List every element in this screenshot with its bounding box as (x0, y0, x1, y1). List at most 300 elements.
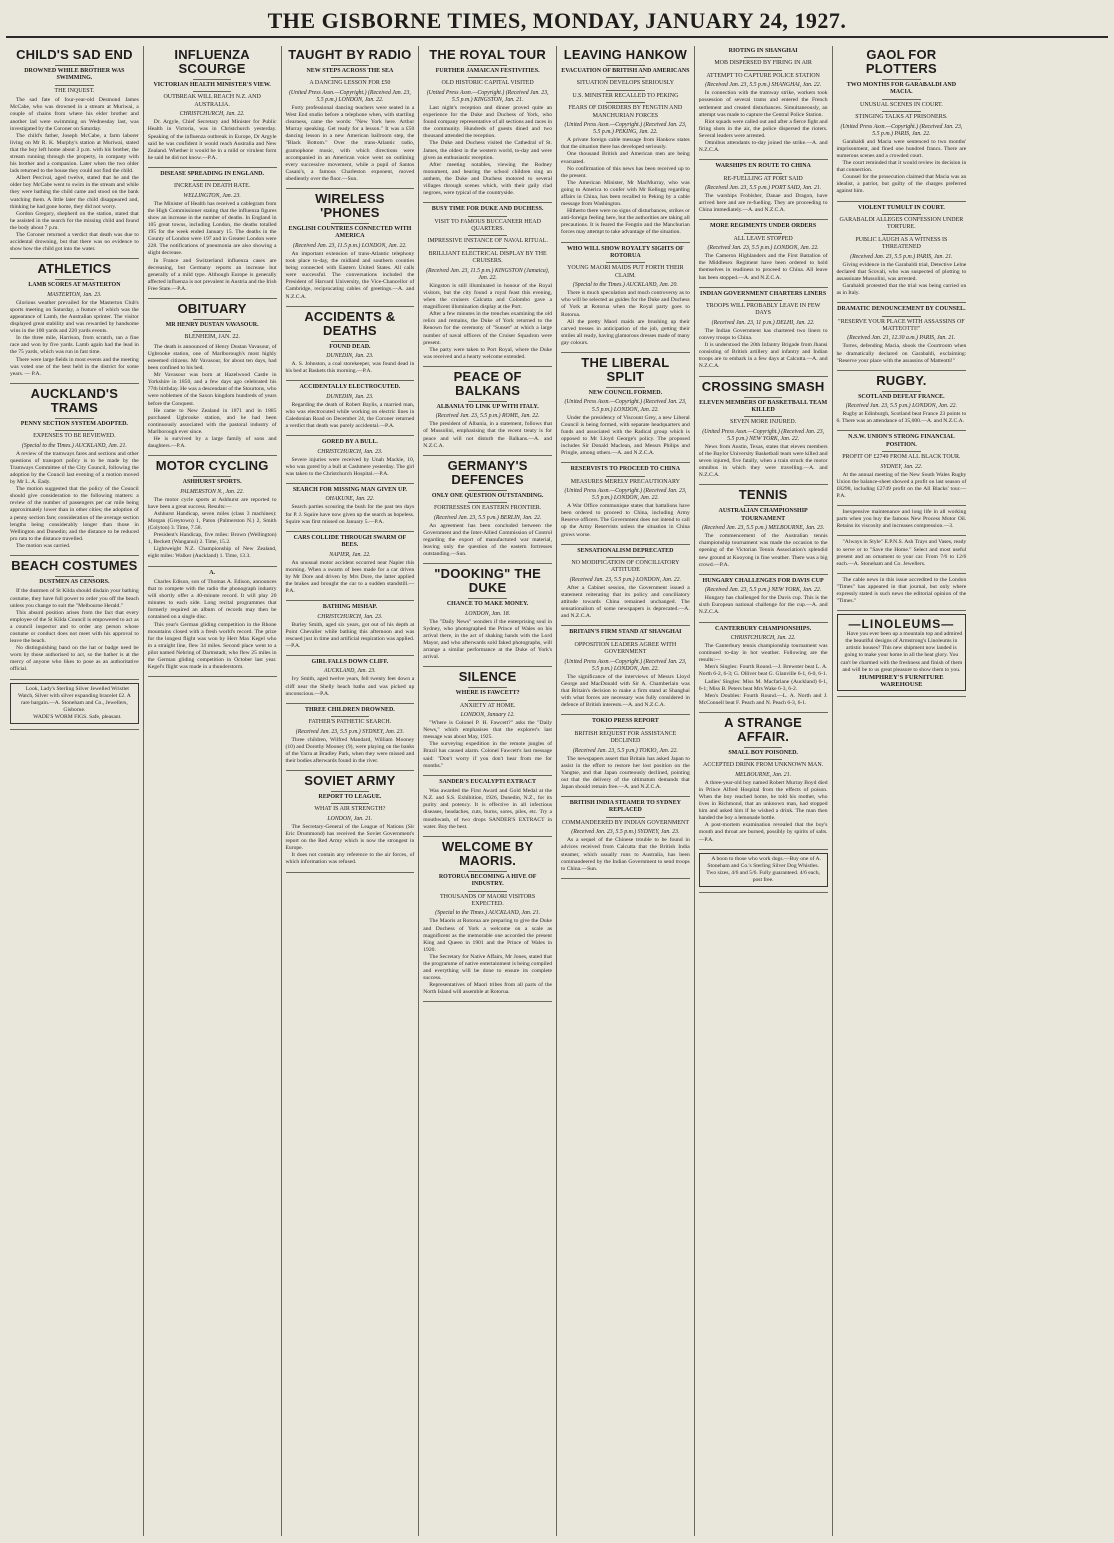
subhead: BATHING MISHAP. (322, 604, 378, 611)
paragraph: The newspapers assert that Britain has asked Japan to assist in the effort to restore her lost position on the Yangtse, and that Japan courteously declined, pointing out that the delivery of the ultimatum demands that Japan should remain free.—A. and N.Z.C.A. (561, 755, 690, 790)
paragraph: The American Minister, Mr MacMurray, who was going to America to confer with Mr Kellogg regarding affairs in China, has been recalled to Peking by a cable message from Washington. (561, 179, 690, 208)
rule (468, 248, 507, 249)
subhead: N.S.W. UNION'S STRONG FINANCIAL POSITION. (848, 434, 955, 448)
article-divider (423, 775, 552, 776)
subhead: CARS COLLIDE THROUGH SWARM OF BEES. (293, 534, 407, 549)
paragraph: A review of the tramways fares and sections and other questions of transport policy is to be made by the Tramways Committee of the City Council, following the adoption by the Council last evening of a motion moved by Mr L. A. Eady. (10, 450, 139, 486)
subhead: DROWNED WHILE BROTHER WAS SWIMMING. (24, 68, 125, 82)
paragraph: Hitherto there were no signs of disturbances, strikes or anti-foreign feeling here, but the authorities are taking all precautions. It is feared the Fengtin and the Manchurian forces may attempt to take advantage of the situation. (561, 208, 690, 236)
dateline: WELLINGTON, Jan. 23. (183, 192, 241, 199)
rule (468, 216, 507, 217)
paragraph: The Canterbury tennis championship tournament was continued to-day in hot weather. Following are the results:— (698, 643, 828, 664)
paragraph: The Minister of Health has received a cablegram from the High Commissioner stating that the influenza figures show an increase in the number of deaths. In England in 105 great towns, including London, the deaths totalled 195 for the week ended January 15. The deaths in the County of London were 197 and in Greater London were 228. The notifications of pneumonia are also showing a slight decrease. (147, 200, 277, 257)
article-divider (837, 201, 967, 202)
subhead: PROFIT OF £2749 FROM ALL BLACK TOUR. (842, 454, 961, 461)
subhead: RESERVISTS TO PROCEED TO CHINA (570, 466, 681, 473)
article-divider (10, 679, 139, 680)
rule (55, 430, 94, 431)
article-divider (699, 376, 828, 377)
rule (606, 102, 645, 103)
paragraph: Was awarded the First Award and Gold Medal at the N.Z. and S.S. Exhibition, 1926, Dunedin, N.Z., for its purity and potency. It is effective in all infectious diseases, headaches, cuts, burns, sores, piles, etc. Try a mouthwash, of two drops SANDER'S EXTRACT in water. Buy the best. (423, 788, 552, 830)
paragraph: The Maoris at Rotorua are preparing to give the Duke and Duchess of York a welcome on a scale as magnificent as the memorable one accorded the present King and Queen in 1901 and the Prince of Wales in 1920. (423, 918, 552, 953)
article (837, 434, 967, 500)
paragraph: Men's Doubles: Fourth Round.—L. A. North and J. McConnell beat F. Peach and N. Peach 6-3, 6-1. (698, 692, 828, 706)
paragraph: This absurd position arises from the fact that every employee of the St Kilda Council is empowered to act as a council inspector and to order any person whose costume or conduct does not meet with his approval to leave the beach. (10, 609, 139, 645)
subhead: REPORT TO LEAGUE. (318, 794, 382, 801)
dateline: LONDON, January 12. (460, 712, 515, 718)
article-divider (561, 352, 690, 353)
headline: WELCOME BY MAORIS. (441, 838, 534, 868)
article-divider (286, 655, 415, 656)
paragraph: Omnibus attendants to-day joined the strike.—A. and N.Z.C.A. (698, 139, 828, 154)
article (837, 374, 967, 426)
paragraph: Burley Smith, aged six years, got out of his depth at Point Chevalier while bathing this afternoon and was rescued just in time and artificial respiration was applied.—P.A. (285, 621, 415, 649)
paragraph: Ladies' Singles: Miss M. Macfarlane (Auckland) 6-1, 6-1; Miss B. Peters beat Mrs Wake 6-3, 6-2. (698, 678, 828, 692)
headline: THE LIBERAL SPLIT (581, 355, 670, 384)
rule (744, 505, 783, 506)
headline: TENNIS (738, 487, 788, 503)
rule (606, 262, 645, 263)
rule (606, 817, 645, 818)
subhead: WHAT IS AIR STRENGTH? (314, 806, 386, 813)
paragraph: Giving evidence in the Garabaldi trial, Detective Lelne declared that Scovali, who was suspected of plotting to assassinate Mussolini, was arrested. (836, 261, 967, 282)
column-6 (695, 46, 833, 1536)
subhead: NEW COUNCIL FORMED. (588, 390, 663, 396)
article-divider (423, 836, 552, 837)
headline: ACCIDENTS & DEATHS (304, 308, 396, 338)
paragraph: A post-mortem examination revealed that the boy's mouth and throat are burned, possibly by spirits of salts.—P.A. (698, 822, 828, 843)
rule (55, 85, 94, 86)
paragraph: In the three mile, Harrison, from scratch, ran a fine race and won by five yards. Lamb again had the lead in the 75 yards, which was run in fast time. (10, 335, 139, 356)
subhead: TROOPS WILL PROBABLY LEAVE IN FEW DAYS (706, 303, 821, 317)
article (837, 48, 967, 196)
paragraph: He is survived by a large family of sons and daughters.—P.A. (147, 436, 277, 450)
rule (744, 759, 783, 760)
paragraph: Forty professional dancing teachers were seated in a West End studio before a telephone when, with startling clearness, came the words: "New York here. Arthur Murray speaking. Get ready for a lesson." It was a £50 dancing lesson in a new American ballroom step, the "Black Bottom." Over the trans-Atlantic radio, gramophone music, with which directions were accompanied in an American voice went on outlining every successive movement, while a pupil of Santos Casani's, a famous Charleston exponent, moved obediently over the floor.—Sun. (285, 105, 415, 182)
rule (468, 65, 507, 66)
paragraph: The president of Albania, in a statement, follows that of Mussolini, emphasising that the recent treaty is for peace and will not disturb the Balkans.—A. and N.Z.C.A. (423, 421, 552, 449)
article-divider (286, 188, 415, 189)
article (561, 48, 690, 237)
article (699, 163, 828, 214)
subhead: MEASURES MERELY PRECAUTIONARY (570, 478, 680, 485)
rule (193, 180, 232, 181)
subhead: WARSHIPS EN ROUTE TO CHINA (715, 163, 811, 170)
columns (6, 46, 1108, 1536)
subhead: FEARS OF DISORDERS BY FENGTIN AND MANCHURIAN FORCES (568, 105, 683, 119)
subhead: U.S. MINISTER RECALLED TO PEKING (572, 92, 679, 99)
paragraph: The Coroner returned a verdict that death was due to accidental drowning, but that there was no evidence to show how the child got into the water. (10, 232, 139, 253)
paragraph: As a sequel of the Chinese trouble to be found in advices received from Calcutta that the British India steamer, which usually runs to Australia, has been commandeered by the Indian Government to send troops to China.—Sun. (561, 837, 690, 872)
article-divider (423, 202, 552, 203)
dateline: (Received Jan. 23, 5.5 p.m.) SYDNEY, Jan. 23. (295, 728, 404, 735)
rule (744, 416, 783, 417)
article-divider (148, 167, 277, 168)
dateline: LONDON, Jan. 18. (465, 610, 511, 617)
article (10, 559, 139, 674)
paragraph: Dr. Argyle, Chief Secretary and Minister for Public Health in Victoria, was in Christchurch yesterday. Speaking of the influenza outbreak in Europe, Dr Argyle said he was confident it would reach Australia and New Zealand. Whether it would be in a mild or virulent form he said he did not know.—P.A. (147, 119, 277, 161)
column-2 (144, 46, 282, 1536)
article-divider (699, 219, 828, 220)
headline: MOTOR CYCLING (155, 458, 269, 474)
rule (882, 99, 921, 100)
paragraph: A. S. Johnston, a coal storekeeper, was found dead in his bed at Baskets this morning.—P.A. (285, 361, 415, 375)
rule (55, 576, 94, 577)
subhead: BUSY TIME FOR DUKE AND DUCHESS. (431, 206, 544, 213)
subhead: INDIAN GOVERNMENT CHARTERS LINERS (700, 290, 827, 297)
paragraph: After a Cabinet session, the Government issued a statement reiterating that its policy and conciliatory attitude towards China remained unchanged. The sensationalism of some newspapers is deprecated.—A. and N.Z.C.A. (561, 584, 690, 620)
dateline: (Special to the Times.) AUCKLAND, Jan. 20. (572, 282, 678, 289)
dateline: (United Press Assn.—Copyright.) (Received Jan. 23, 5.5 p.m.) PEKING, Jan. 22. (564, 122, 687, 136)
article-divider (286, 380, 415, 381)
paragraph: Ashhurst Handicap, seven miles (class 3 machines): Morgan (Greytown) 1, Paton (Palmerston N.) 2, Smith (Colyton) 3. Time, 7.58. (147, 510, 277, 532)
subhead: "RESERVE YOUR PLACE WITH ASSASSINS OF MATTEOTTI!" (838, 318, 965, 332)
paragraph: The Cameron Highlanders and the First Battalion of the Middlesex Regiment have been ordered to hold themselves in readiness to proceed to China. All leave has been stopped.—A. and N.Z.C.A. (698, 253, 828, 281)
headline: OBITUARY (177, 301, 247, 316)
rule (331, 223, 370, 224)
article (286, 48, 415, 183)
subhead: PENNY SECTION SYSTEM ADOPTED. (20, 420, 128, 427)
headline: TAUGHT BY RADIO (288, 47, 412, 62)
subhead: A. (209, 569, 216, 576)
subhead: RIOTING IN SHANGHAI (728, 48, 798, 54)
article (561, 800, 690, 873)
headline: SILENCE (458, 669, 517, 685)
article (423, 670, 552, 770)
headline: CHILD'S SAD END (16, 47, 133, 62)
dateline: (United Press Assn.—Copyright.) (Received Jan. 23, 5.5 p.m.) LONDON, Jan. 22. (564, 658, 687, 672)
paragraph: President's Handicap, five miles: Brown (Wellington) 1, Beckett (Wanganui) 2. Time, 15.2. (147, 532, 277, 546)
article-divider (286, 703, 415, 704)
article (699, 578, 828, 617)
rule (468, 687, 507, 688)
dateline: OHAKUNE, Jan. 22. (325, 496, 375, 503)
subhead: NEW STEPS ACROSS THE SEA (306, 68, 394, 74)
subhead: ELEVEN MEMBERS OF BASKETBALL TEAM KILLED (699, 399, 828, 413)
paragraph: Three children, Wilfred Mandard, William Mooney (10) and Dorothy Mooney (9), were playing on the banks of the Yarra at Bradley Park, when they were missed and their bodies afterwards found in the river. (285, 736, 415, 764)
article-divider (423, 563, 552, 564)
paragraph: An important extension of trans-Atlantic telephony took place to-day, the midland and southern counties being connected with Eastern United States. All calls were successful. The conversations included the President of Harvard University, the Vice-Chancellor of Cambridge, reciprocating cables of greetings.—A. and N.Z.C.A. (285, 250, 415, 300)
rule (468, 598, 507, 599)
subhead: HUNGARY CHALLENGES FOR DAVIS CUP (702, 577, 824, 584)
subhead: CANTERBURY CHAMPIONSHIPS. (715, 625, 812, 632)
subhead: SMALL BOY POISONED. (728, 749, 798, 756)
rule (468, 401, 507, 402)
article (561, 356, 690, 457)
article-divider (148, 676, 277, 677)
article (286, 439, 415, 478)
dateline: (United Press Assn.—Copyright.) (Received Jan. 23, 5.5 p.m.) NEW YORK, Jan. 22. (702, 428, 825, 442)
paragraph: News from Austin, Texas, states that eleven members of the Baylor University Basketball team were killed and seven injured, five fatally, when a train struck the motor omnibus in which they were travelling.—A. and N.Z.C.A. (698, 443, 828, 479)
headline: LEAVING HANKOW (563, 47, 687, 62)
rule (193, 319, 232, 320)
article (286, 707, 415, 765)
article (286, 535, 415, 595)
advertisement (837, 614, 967, 691)
column-5 (557, 46, 695, 1536)
headline: INFLUENZA SCOURGE (174, 47, 250, 76)
dateline: AUCKLAND, Jan. 23. (324, 668, 376, 675)
paragraph: The motion was carried. (16, 542, 71, 549)
paragraph: If the dustmen of St Kilda should disdain your bathing costume, they have full power to order you off the beach unless you change to suit the "Melbourne Herald." (10, 588, 139, 609)
subhead: TOKIO PRESS REPORT (592, 718, 659, 725)
dateline: CHRISTCHURCH, Jan. 22. (179, 111, 245, 118)
subhead: MOB DISPERSED BY FIRING IN AIR (714, 60, 812, 67)
subhead: SCOTLAND DEFEAT FRANCE. (858, 393, 945, 400)
rule (744, 70, 783, 71)
rule (882, 234, 921, 235)
rule (193, 476, 232, 477)
subhead: OLD HISTORIC CAPITAL VISITED (441, 80, 534, 87)
article-divider (837, 610, 967, 611)
paragraph: A War Office communique states that battalions have been ordered to proceed to China, including Army Reserve officers. The Government does not intend to call up the Army Reservists unless the situation in China grows worse. (561, 503, 690, 538)
article (10, 683, 139, 724)
rule (468, 77, 507, 78)
headline: AUCKLAND'S TRAMS (30, 385, 119, 415)
paragraph: It is understood the 20th Infantry Brigade from Jhansi consisting of British artillery and infantry and Indian troops are to embark in a few days at Calcutta.—A. and N.Z.C.A. (698, 342, 828, 370)
headline: SOVIET ARMY (304, 773, 396, 789)
subhead: EVACUATION OF BRITISH AND AMERICANS (561, 68, 690, 74)
headline: A STRANGE AFFAIR. (724, 714, 803, 744)
article (148, 302, 277, 450)
masthead (0, 0, 1114, 42)
paragraph: Kingston is still illuminated in honour of the Royal visitors, but the city found a royal feast this evening, when the cruisers Calcutta and Colombo gave a magnificent illumination display at the Port. (423, 282, 552, 311)
article-divider (286, 531, 415, 532)
paragraph: Search parties scouring the bush for the past ten days for P. J. Squire have now given up the search as hopeless. Squire was first missed on January 5.—P.A. (285, 504, 415, 525)
article (699, 223, 828, 281)
paragraph: "Always in Style" E.P.N.S. Ash Trays and Vases, ready to serve or to "Save the Home." Select and most useful present and an ornament to your car. From 7/6 to 12/6 each.—A. Stoneham and Co. Jewellers. (836, 539, 967, 567)
paragraph: Hungary has challenged for the Davis cup. This is the sixth European national challenge for the cup.—A. and N.Z.C.A. (698, 595, 828, 616)
article (148, 171, 277, 293)
article-divider (286, 435, 415, 436)
article-divider (837, 302, 967, 303)
advertisement (699, 853, 828, 887)
dateline: (Received Jan. 23, 5.5 p.m.) SYDNEY, Jan. 23. (571, 829, 680, 836)
headline: CROSSING SMASH (701, 378, 825, 394)
subhead: ACCIDENTALLY ELECTROCUTED. (299, 384, 401, 391)
article-divider (286, 872, 415, 873)
dateline: (United Press Assn.—Copyright.) (Received Jan. 23, 5.5 p.m.) LONDON, Jan. 22. (564, 399, 687, 413)
article-divider (699, 287, 828, 288)
dateline: MASTERTON, Jan. 23. (47, 291, 102, 298)
article (423, 840, 552, 997)
article (10, 48, 139, 253)
article (286, 774, 415, 866)
article (148, 48, 277, 162)
article (423, 567, 552, 661)
subhead: BRITISH INDIA STEAMER TO SYDNEY REPLACED (569, 800, 681, 814)
headline: WIRELESS 'PHONES (315, 191, 385, 221)
rule (744, 173, 783, 174)
article-divider (561, 544, 690, 545)
subhead: IMPRESSIVE INSTANCE OF NAVAL RITUAL. (427, 238, 548, 245)
article (561, 629, 690, 709)
article (837, 205, 967, 298)
article (286, 604, 415, 650)
subhead: MORE REGIMENTS UNDER ORDERS (710, 223, 817, 230)
paragraph: Under the presidency of Viscount Grey, a new Liberal Council is being formed, with separate headquarters and funds and associated with the Radical group which is opposed to Mr Lloyd George's policy. The proposed includes Sir Donald Maclean, and Messrs Philips and Pringle, among others.—A. and N.Z.C.A. (561, 414, 690, 457)
dateline: (Received Jan. 23, 5.5 p.m.) LONDON, Jan. 22. (707, 245, 819, 252)
paragraph: The motion suggested that the policy of the Council should give consideration to the following matters: a review of the number of passengers per car mile being approximately lower than in other cities; the adoption of a penny section fare; consideration of the average section lengths being considerably longer than those in Wellington and Dunedin; and the distance to be reduced pro rata to the distance travelled. (10, 486, 139, 542)
article-divider (837, 430, 967, 431)
rule (606, 387, 645, 388)
article-divider (837, 505, 967, 506)
paragraph: At the annual meeting of the New South Wales Rugby Union the balance-sheet showed a profit on last season of £8298, including £2749 profit on the All Blacks' tour.—P.A. (836, 471, 967, 500)
subhead: FOUND DEAD. (329, 343, 371, 350)
subhead: OPPOSITION LEADERS AGREE WITH GOVERNMENT (574, 641, 677, 656)
subhead: RE-FUELLING AT PORT SAID (723, 175, 803, 182)
dateline: (Received Jan. 23, 5.5 p.m.) LONDON, Jan. 22. (845, 403, 957, 410)
rule (468, 502, 507, 503)
dateline: (Received Jan. 23, 5.5 p.m.) SHANGHAI, Jan. 22. (705, 82, 822, 89)
article-divider (699, 712, 828, 713)
dateline: (Special to the Times.) AUCKLAND, Jan. 21. (435, 910, 541, 917)
article-divider (561, 242, 690, 243)
article-divider (699, 892, 828, 893)
article (286, 487, 415, 526)
paragraph: Last night's reception and dinner proved quite an experience for the Duke and Duchess of York, who found company representative of all sections and races in the community. Hundreds of guests dined and two thousand attended the reception. (423, 105, 552, 140)
rule (193, 79, 232, 80)
dateline: (Received Jan. 23, 5.5 p.m.) BERLIN, Jan. 22. (433, 514, 542, 521)
subhead: BRITAIN'S FIRM STAND AT SHANGHAI (569, 629, 682, 636)
subhead: ANXIETY AT HOME. (459, 702, 516, 709)
paragraph: An unusual motor accident occurred near Napier this morning. When a swarm of bees made for a car driven by Mr Dore and driven by Mrs Dore, the latter applied the brakes and brought the car to a sudden standstill.—P.A. (285, 559, 415, 594)
paragraph: The motor cycle sports at Ashhurst are reported to have been a great success. Results:— (147, 496, 277, 510)
advert-text: A boon to those who work dogs.—Buy one of A. Stoneham and Co.'s Sterling Silver Dog Whistles. Two sizes, 4/6 and 5/6. Fully guaranteed. 4/6 each, post free. (706, 855, 821, 883)
rule (606, 65, 645, 66)
dateline: (Received Jan. 23, 11.5 p.m.) KINGSTON (Jamaica), Jan. 22. (426, 267, 550, 281)
article-divider (837, 535, 967, 536)
rule (882, 111, 921, 112)
subhead: PUBLIC LAUGH AS A WITNESS IS THREATENED (855, 236, 948, 251)
article (561, 548, 690, 621)
paragraph: He came to New Zealand in 1871 and in 1885 purchased Ugbrooke station, and he had been continuously associated with the pastoral industry of Marlborough ever since. (147, 407, 277, 435)
paragraph: The significance of the interviews of Messrs Lloyd George and MacDonald with Sir A. Chamberlain was that Britain's decision to make a firm stand at Shanghai with what forces are necessary was fully considered in defence of British interests.—A. and N.Z.C.A. (561, 673, 690, 709)
rule (744, 57, 783, 58)
article (699, 48, 828, 154)
subhead: BRILLIANT ELECTRICAL DISPLAY BY THE CRUISERS. (428, 250, 547, 265)
article-divider (148, 566, 277, 567)
paragraph: A three-year-old boy named Robert Murray Boyd died in Prince Alfred Hospital from the effects of poison. When the boy reached home, he told his mother, who lives in Richmond, that an unknown man, had stopped him and asked him if he wished a drink. The man then handed the boy a lemonade bottle. (698, 779, 828, 822)
article-divider (699, 484, 828, 485)
subhead: A DANCING LESSON FOR £50 (309, 80, 391, 87)
article (837, 509, 967, 530)
paragraph: No confirmation of this news has been received up to the present. (561, 165, 690, 179)
rule (193, 331, 232, 332)
article-divider (561, 796, 690, 797)
subhead: WHO WILL SHOW ROYALTY SIGHTS OF ROTORUA (567, 245, 684, 259)
paragraph: The Duke and Duchess visited the Cathedral of St. James, the oldest in the western world, to-day and were given an enthusiastic reception. (423, 140, 552, 161)
subhead: VIOLENT TUMULT IN COURT. (857, 204, 945, 211)
paragraph: Gordon Gregory, shepherd on the station, stated that he assisted in the search for the missing child and found the body about 7 p.m. (10, 210, 139, 231)
subhead: GARABALDI ALLEGES CONFESSION UNDER TORTURE. (839, 216, 964, 231)
paragraph: The "Daily News" wonders if the enterprising soul in Sydney, who photographed the Prince of Wales on his arrival there, in the act of shaking hands with the Lord Mayor, and who afterwards sold faked photographs, will arrange a similar performance at the Duke of York's arrival. (423, 618, 552, 661)
subhead: FORTRESSES ON EASTERN FRONTIER. (433, 505, 542, 512)
article-divider (837, 573, 967, 574)
rule (606, 90, 645, 91)
dateline: (Received Jan. 23, 11.5 p.m.) LONDON, Jan. 22. (293, 242, 407, 249)
advert-name: HUMPHREY'S FURNITURE WAREHOUSE (859, 673, 944, 688)
dateline: LONDON, Jan. 21. (327, 815, 373, 822)
paragraph: After a few minutes in the trenches examining the old relics and remains, the Duke of York returned to the Renown for the ceremony of "Sunset" at which a large number of naval officers of the Cruiser Squadron were present. (423, 311, 552, 346)
article (286, 659, 415, 698)
rule (744, 747, 783, 748)
rule (882, 391, 921, 392)
paragraph: Garabaldi protested that the trial was being carried on as in Italy. (836, 282, 967, 297)
subhead: SEARCH FOR MISSING MAN GIVEN UP. (292, 486, 407, 493)
article (699, 626, 828, 707)
paragraph: The Secretary for Native Affairs, Mr Jones, stated that the programme of native entertainment is being compiled and everything will be done to ensure its complete success. (423, 953, 552, 982)
subhead: BLENHEIM, JAN. 22. (184, 334, 240, 341)
subhead: TWO MONTHS FOR GARABALDI AND MACIA. (846, 82, 957, 96)
article (148, 459, 277, 560)
article-divider (699, 622, 828, 623)
subhead: SENSATIONALISM DEPRECATED (577, 547, 674, 554)
article (699, 488, 828, 568)
paragraph: Regarding the death of Robert Baylis, a married man, who was electrocuted while working on electric lines in Caledonian Road on December 24, the Coroner returned a verdict that death was purely accidental.—P.A. (285, 401, 415, 430)
article (699, 853, 828, 887)
subhead: COMMANDEERED BY INDIAN GOVERNMENT (561, 819, 690, 826)
rule (468, 490, 507, 491)
subhead: BRITISH REQUEST FOR ASSISTANCE DECLINED (574, 730, 677, 745)
article-divider (837, 696, 967, 697)
article-divider (10, 258, 139, 259)
headline: "DOOKING" THE DUKE (434, 566, 541, 596)
dateline: (United Press Assn.—Copyright.) (Received Jan. 23, 5.5 p.m.) LONDON, Jan. 22. (564, 487, 687, 502)
headline: BEACH COSTUMES (11, 558, 138, 574)
rule (606, 639, 645, 640)
dateline: (United Press Assn.—Copyright.) (Received Jan. 23, 5.5 p.m.) LONDON, Jan. 22. (288, 89, 411, 103)
subhead: WHERE IS FAWCETT? (455, 690, 520, 697)
article (423, 206, 552, 361)
rule (331, 341, 370, 342)
paragraph: All the pretty Maori maids are brushing up their carved tresses in anticipation of the job, getting their smiles all ready, having glamorous dresses made of many gay colours. (561, 318, 690, 346)
subhead: ACCEPTED DRINK FROM UNKNOWN MAN. (703, 762, 824, 769)
rule (606, 728, 645, 729)
rule (331, 791, 370, 792)
advert-title: —LINOLEUMS— (848, 617, 955, 632)
paragraph: Torres, defending Macia, shook the Courtroom when he dramatically declared on Garabaldi, exclaiming: "Reserve your place with the assassins of Matteotti!" (836, 343, 967, 364)
subhead: THREE CHILDREN DROWNED. (304, 706, 395, 713)
article (699, 380, 828, 480)
article-divider (286, 600, 415, 601)
column-7 (833, 46, 971, 1536)
dateline: CHRISTCHURCH, Jan. 22. (730, 634, 796, 641)
rule (331, 77, 370, 78)
paragraph: Representatives of Maori tribes from all parts of the North Island will assemble at Rotorua. (423, 982, 552, 996)
subhead: ONLY ONE QUESTION OUTSTANDING. (431, 492, 544, 499)
paragraph: Charles Edison, son of Thomas A. Edison, announces that to compete with the radio the phonograph industry will shortly offer a 40-minute record. It will play 20 minutes to each side. Long recital programmes that formerly required an album of records may then be contained on a single disc. (147, 578, 277, 621)
subhead: GIRL FALLS DOWN CLIFF. (311, 658, 389, 665)
dateline: (United Press Assn.—Copyright.) (Received Jan. 23, 5.5 p.m.) PARIS, Jan. 22. (840, 123, 963, 137)
paragraph: No distinguishing band on the hat or badge need be worn by those authorised to act, so the bather is at the mercy of anyone who likes to pose as an authoritative official. (10, 645, 139, 673)
article (699, 291, 828, 371)
subhead: ATTEMPT TO CAPTURE POLICE STATION (706, 72, 820, 79)
rule (55, 279, 94, 280)
paragraph: Counsel for the prosecution claimed that Macia was an idealist, a patriot, but guilty of the charges preferred against him. (836, 174, 967, 195)
article (837, 577, 967, 605)
paragraph: The death is announced of Henry Dustan Vavasour, of Ugbrooke station, one of Marlborough's most highly esteemed citizens. Mr Vavasour, for about ten days, had been confined to his bed. (147, 343, 277, 372)
paragraph: The court reminded that it would review its decision in that connection. (836, 160, 967, 174)
paragraph: Rugby at Edinburgh, Scotland beat France 23 points to 6. There was an attendance of 35,000.—A. and N.Z.C.A. (836, 411, 967, 425)
paragraph: The commencement of the Australian tennis championship tournament was made the occasion to the opening of the Victorian Tennis Association's splendid new ground at Kooyong in fine weather. There was a big crowd.—P.A. (698, 533, 828, 568)
rule (55, 65, 94, 66)
article (423, 779, 552, 831)
subhead: NO MODIFICATION OF CONCILIATORY ATTITUDE (571, 560, 680, 574)
article (423, 48, 552, 197)
subhead: THOUSANDS OF MAORI VISITORS EXPECTED. (439, 893, 536, 907)
article-divider (699, 849, 828, 850)
